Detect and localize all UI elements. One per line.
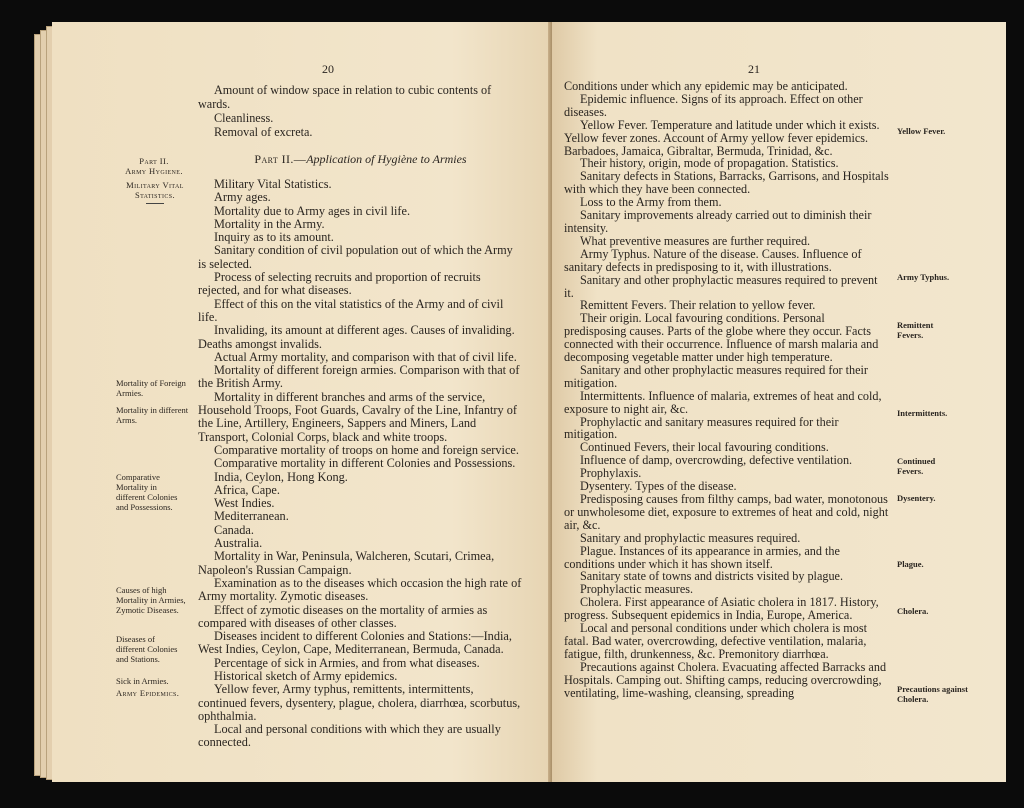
paragraph: Mediterranean.	[214, 509, 289, 524]
paragraph: Historical sketch of Army epidemics.	[214, 668, 398, 683]
sidenote-text: Military Vital Statistics.	[126, 180, 184, 200]
paragraph: Plague. Instances of its appearance in armies, and the conditions under which it has shown itself.	[564, 543, 840, 571]
sidenote-intermittents: Intermittents.	[897, 408, 948, 418]
paragraph: Mortality in the Army.	[214, 216, 325, 231]
paragraph: Examination as to the diseases which occasion the high rate of Army mortality. Zymotic diseases.	[198, 575, 522, 604]
paragraph: Yellow Fever. Temperature and latitude under which it exists. Yellow fever zones. Account of Army yellow fever epidemics. Barbadoes, Jamaica, Gibraltar, Bermuda, Trinidad, &c.	[564, 117, 880, 158]
paragraph: Sanitary and other prophylactic measures required to prevent it.	[564, 272, 878, 300]
paragraph: Australia.	[214, 536, 263, 551]
sidenote-cholera: Cholera.	[897, 606, 929, 616]
paragraph: Their history, origin, mode of propagation. Statistics.	[580, 156, 839, 171]
right-page	[552, 22, 1006, 782]
sidenote-colonies: Comparative Mortality in different Colonies and Possessions.	[116, 472, 178, 512]
paragraph: What preventive measures are further required.	[580, 233, 811, 248]
paragraph: Remittent Fevers. Their relation to yellow fever.	[580, 298, 816, 313]
part-heading	[198, 153, 523, 167]
sidenote-continued: Continued Fevers.	[897, 456, 936, 476]
sidenote-sick: Sick in Armies.	[116, 676, 169, 686]
paragraph: Africa, Cape.	[214, 482, 280, 497]
paragraph: India, Ceylon, Hong Kong.	[214, 469, 348, 484]
sidenote-precautions: Precautions against Cholera.	[897, 684, 968, 704]
paragraph: Sanitary and prophylactic measures required.	[580, 530, 801, 545]
paragraph: Sanitary condition of civil population out of which the Army is selected.	[198, 243, 513, 271]
paragraph: Local and personal conditions with which they are usually connected.	[198, 722, 501, 750]
paragraph: Effect of zymotic diseases on the mortality of armies as compared with diseases of other classes.	[198, 602, 488, 630]
page-number: 21	[748, 62, 760, 76]
open-book	[30, 22, 1006, 784]
paragraph: Army Typhus. Nature of the disease. Causes. Influence of sanitary defects in predisposing to it, with illustrations.	[564, 246, 862, 274]
paragraph: Army ages.	[214, 190, 271, 205]
sidenote-remittent: Remittent Fevers.	[897, 320, 934, 340]
paragraph: Military Vital Statistics.	[214, 177, 332, 191]
paragraph: Comparative mortality of troops on home and foreign service.	[214, 442, 519, 457]
sidenote-part	[114, 156, 194, 176]
paragraph: Cholera. First appearance of Asiatic cholera in 1817. History, progress. Subsequent epidemics in India, Europe, America.	[564, 595, 879, 623]
paragraph: Effect of this on the vital statistics of the Army and of civil life.	[198, 296, 504, 324]
text-line: Amount of window space in relation to cubic contents of wards.	[198, 83, 492, 111]
part-heading-prefix: Part II.—	[254, 152, 307, 166]
paragraph: Actual Army mortality, and comparison with that of civil life.	[214, 349, 517, 364]
sidenote-arms: Mortality in different Arms.	[116, 405, 189, 425]
paragraph: Yellow fever, Army typhus, remittents, intermittents, continued fevers, dysentery, plague, cholera, diarrhœa, scorbutus, ophthalmia.	[198, 682, 521, 723]
paragraph: Sanitary improvements already carried out to diminish their intensity.	[564, 208, 872, 235]
paragraph: Prophylaxis.	[580, 466, 642, 481]
paragraph: Sanitary state of towns and districts visited by plague.	[580, 569, 844, 584]
divider	[146, 203, 164, 204]
part-heading-title: Application of Hygiène to Armies	[306, 152, 467, 166]
paragraph: Influence of damp, overcrowding, defective ventilation.	[580, 453, 853, 468]
text-line: Removal of excreta.	[214, 124, 313, 139]
left-page	[52, 22, 552, 782]
text-line: Cleanliness.	[214, 110, 274, 125]
paragraph: Epidemic influence. Signs of its approach. Effect on other diseases.	[564, 91, 863, 119]
sidenote-army-typhus: Army Typhus.	[897, 272, 950, 282]
sidenote-plague: Plague.	[897, 559, 924, 569]
paragraph: Sanitary and other prophylactic measures required for their mitigation.	[564, 362, 868, 390]
sidenote-epidemics: Army Epidemics.	[116, 688, 180, 698]
paragraph: Conditions under which any epidemic may be anticipated.	[564, 79, 848, 93]
sidenote-text: Part II.	[139, 156, 169, 166]
paragraph: Mortality in different branches and arms of the service, Household Troops, Foot Guards, Cavalry of the Line, Infantry of the Line, Artillery, Engineers, Sappers and Miners, Land Transport, Colonial Corps, black and white troops.	[198, 389, 517, 444]
paragraph: Intermittents. Influence of malaria, extremes of heat and cold, exposure to night air, &c.	[564, 388, 882, 416]
paragraph: Comparative mortality in different Colonies and Possessions.	[214, 456, 516, 471]
paragraph: Prophylactic measures.	[580, 582, 694, 597]
paragraph: West Indies.	[214, 496, 275, 511]
right-body-text	[564, 80, 890, 700]
left-body-text	[198, 178, 523, 750]
paragraph: Loss to the Army from them.	[580, 195, 722, 210]
paragraph: Predisposing causes from filthy camps, bad water, monotonous or unwholesome diet, exposure to extremes of heat and cold, night air, &c.	[564, 492, 889, 532]
paragraph: Inquiry as to its amount.	[214, 230, 334, 245]
paragraph: Mortality of different foreign armies. Comparison with that of the British Army.	[198, 363, 520, 391]
paragraph: Local and personal conditions under which cholera is most fatal. Bad water, overcrowding, defective ventilation, malaria, fatigue, filth, drunkenness, &c. Premonitory diarrhœa.	[564, 621, 868, 661]
paragraph: Canada.	[214, 522, 254, 537]
sidenote-causes: Causes of high Mortality in Armies, Zymotic Diseases.	[116, 585, 186, 615]
sidenote-yellow-fever: Yellow Fever.	[897, 126, 946, 136]
paragraph: Continued Fevers, their local favouring conditions.	[580, 440, 829, 455]
sidenote-vital-statistics	[122, 180, 188, 204]
left-top-lines	[198, 84, 523, 140]
page-number: 20	[322, 62, 334, 76]
paragraph: Mortality in War, Peninsula, Walcheren, Scutari, Crimea, Napoleon's Russian Campaign.	[198, 549, 495, 577]
paragraph: Mortality due to Army ages in civil life.	[214, 203, 411, 218]
sidenote-text: Army Hygiene.	[125, 166, 183, 176]
sidenote-dysentery: Dysentery.	[897, 493, 936, 503]
paragraph: Their origin. Local favouring conditions. Personal predisposing causes. Parts of the globe where they occur. Facts connected with their occurrence. Influence of marsh malaria and decomposing vegetable matter under high temperature.	[564, 311, 879, 365]
paragraph: Percentage of sick in Armies, and from what diseases.	[214, 655, 480, 670]
paragraph: Prophylactic and sanitary measures required for their mitigation.	[564, 414, 839, 442]
paragraph: Diseases incident to different Colonies and Stations:—India, West Indies, Ceylon, Cape, Mediterranean, Bermuda, Canada.	[198, 629, 512, 657]
paragraph: Process of selecting recruits and proportion of recruits rejected, and for what diseases.	[198, 270, 481, 298]
paragraph: Sanitary defects in Stations, Barracks, Garrisons, and Hospitals with which they have been connected.	[564, 169, 889, 197]
paragraph: Invaliding, its amount at different ages. Causes of invaliding. Deaths amongst invalids.	[198, 323, 515, 351]
paragraph: Dysentery. Types of the disease.	[580, 479, 737, 494]
sidenote-foreign-armies: Mortality of Foreign Armies.	[116, 378, 186, 398]
paragraph: Precautions against Cholera. Evacuating affected Barracks and Hospitals. Camping out. Shifting camps, reducing overcrowding, ventilating, lime-washing, cleansing, spreading	[564, 659, 887, 700]
sidenote-diseases: Diseases of different Colonies and Stations.	[116, 634, 178, 664]
